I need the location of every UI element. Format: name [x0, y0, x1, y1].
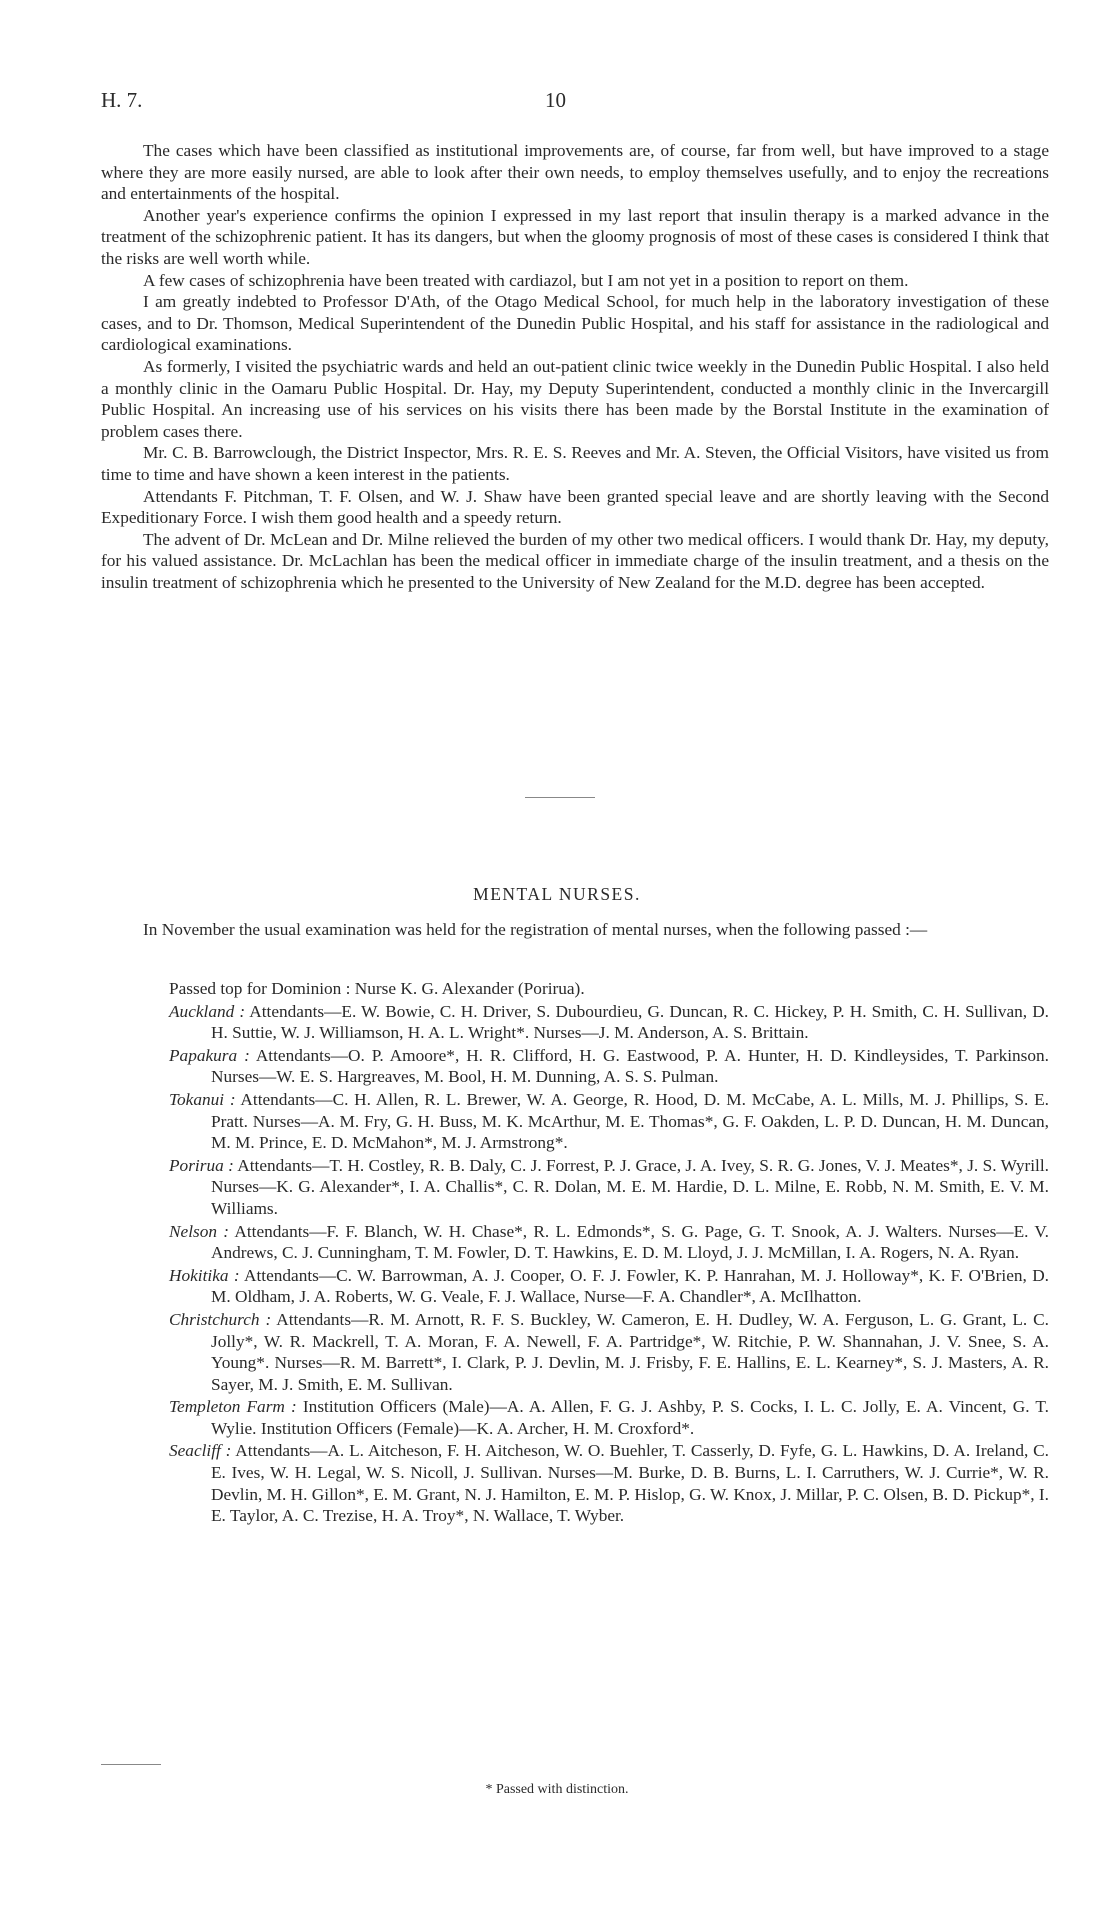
institution-name: Christchurch :	[169, 1309, 272, 1329]
list-item	[101, 978, 1049, 1000]
list-item	[101, 1045, 1049, 1088]
list-item	[101, 1089, 1049, 1154]
institution-name: Nelson :	[169, 1221, 230, 1241]
paragraph: I am greatly indebted to Professor D'Ath, of the Otago Medical School, for much help in the laboratory investigation of these cases, and to Dr. Thomson, Medical Superintendent of the Dunedin Public Hospital, and his staff for assistance in the radiological and cardiological examinations.	[101, 292, 1049, 355]
paragraph: The advent of Dr. McLean and Dr. Milne relieved the burden of my other two medical officers. I would thank Dr. Hay, my deputy, for his valued assistance. Dr. McLachlan has been the medical officer in immediate charge of the insulin treatment, and a thesis on the insulin treatment of schizophrenia which he presented to the University of New Zealand for the M.D. degree has been accepted.	[101, 529, 1049, 592]
list-item	[101, 1396, 1049, 1439]
names-text: Attendants—R. M. Arnott, R. F. S. Buckley, W. Cameron, E. H. Dudley, W. A. Ferguson, L. G. Grant, L. C. Jolly*, W. R. Mackrell, T. A. Moran, F. A. Newell, F. A. Partridge*, W. Ritchie, P. W. Shannahan, J. V. Snee, S. A. Young*. Nurses—R. M. Barrett*, I. Clark, P. J. Devlin, M. J. Frisby, F. E. Hallins, E. L. Kearney*, S. J. Masters, A. R. Sayer, M. J. Smith, E. M. Sullivan.	[211, 1309, 1049, 1394]
list-item	[101, 1155, 1049, 1220]
paragraph: Attendants F. Pitchman, T. F. Olsen, and W. J. Shaw have been granted special leave and are shortly leaving with the Second Expeditionary Force. I wish them good health and a speedy return.	[101, 486, 1049, 528]
intro-text	[101, 140, 1049, 593]
paragraph: Mr. C. B. Barrowclough, the District Inspector, Mrs. R. E. S. Reeves and Mr. A. Steven, the Official Visitors, have visited us from time to time and have shown a keen interest in the patients.	[101, 443, 1049, 484]
footnote: * Passed with distinction.	[485, 1782, 629, 1797]
paragraph: As formerly, I visited the psychiatric wards and held an out-patient clinic twice weekly in the Dunedin Public Hospital. I also held a monthly clinic in the Oamaru Public Hospital. Dr. Hay, my Deputy Superintendent, conducted a monthly clinic in the Invercargill Public Hospital. An increasing use of his services on his visits there has been made by the Borstal Institute in the examination of problem cases there.	[101, 356, 1049, 441]
list-item	[101, 1440, 1049, 1526]
section-divider	[525, 797, 595, 798]
institution-name: Seacliff :	[169, 1441, 232, 1461]
names-text: Attendants—A. L. Aitcheson, F. H. Aitcheson, W. O. Buehler, T. Casserly, D. Fyfe, G. L. Hawkins, D. A. Ireland, C. E. Ives, W. H. Legal, W. S. Nicoll, J. Sullivan. Nurses—M. Burke, D. B. Burns, L. I. Carruthers, W. J. Currie*, W. R. Devlin, M. H. Gillon*, E. M. Grant, N. J. Hamilton, E. M. P. Hislop, G. W. Knox, J. Millar, P. C. Olsen, B. D. Pickup*, I. E. Taylor, A. C. Trezise, H. A. Troy*, N. Wallace, T. Wyber.	[211, 1441, 1049, 1526]
institution-name: Hokitika :	[169, 1265, 240, 1285]
footnote-rule	[101, 1764, 161, 1765]
section-title: MENTAL NURSES.	[473, 884, 641, 904]
names-text: Attendants—F. F. Blanch, W. H. Chase*, R. L. Edmonds*, S. G. Page, G. T. Snook, A. J. Walters. Nurses—E. V. Andrews, C. J. Cunningham, T. M. Fowler, D. T. Hawkins, E. D. M. Lloyd, J. J. McMillan, I. A. Rogers, N. A. Ryan.	[211, 1221, 1049, 1263]
names-text: Attendants—O. P. Amoore*, H. R. Clifford, H. G. Eastwood, P. A. Hunter, H. D. Kindleysides, T. Parkinson. Nurses—W. E. S. Hargreaves, M. Bool, H. M. Dunning, A. S. S. Pulman.	[211, 1045, 1049, 1087]
list-item	[101, 1309, 1049, 1395]
names-text: Attendants—T. H. Costley, R. B. Daly, C. J. Forrest, P. J. Grace, J. A. Ivey, S. R. G. Jones, V. J. Meates*, J. S. Wyrill. Nurses—K. G. Alexander*, I. A. Challis*, C. R. Dolan, M. E. M. Hardie, D. L. Milne, E. Robb, N. M. Smith, E. V. M. Williams.	[211, 1155, 1049, 1218]
names-text: Institution Officers (Male)—A. A. Allen, F. G. J. Ashby, P. S. Cocks, I. L. C. Jolly, E. A. Vincent, G. T. Wylie. Institution Officers (Female)—K. A. Archer, H. M. Croxford*.	[211, 1397, 1049, 1438]
institution-name: Porirua :	[169, 1155, 234, 1175]
list-item	[101, 1001, 1049, 1044]
list-item	[101, 1221, 1049, 1264]
exam-intro: In November the usual examination was held for the registration of mental nurses, when the following passed :—	[143, 920, 928, 939]
institution-name: Auckland :	[169, 1001, 246, 1021]
paragraph: The cases which have been classified as institutional improvements are, of course, far from well, but have improved to a stage where they are more easily nursed, are able to look after their own needs, to employ themselves usefully, and to enjoy the recreations and entertainments of the hospital.	[101, 141, 1049, 204]
report-code: H. 7.	[101, 88, 143, 112]
names-text: Attendants—C. W. Barrowman, A. J. Cooper, O. F. J. Fowler, K. P. Hanrahan, M. J. Holloway*, K. F. O'Brien, D. M. Oldham, J. A. Roberts, W. G. Veale, F. J. Wallace, Nurse—F. A. Chandler*, A. McIlhatton.	[211, 1265, 1049, 1307]
page-number: 10	[545, 88, 566, 112]
paragraph: Another year's experience confirms the opinion I expressed in my last report that insulin therapy is a marked advance in the treatment of the schizophrenic patient. It has its dangers, but when the gloomy prognosis of most of these cases is considered I think that the risks are well worth while.	[101, 205, 1049, 268]
names-text: Attendants—C. H. Allen, R. L. Brewer, W. A. George, R. Hood, D. M. McCabe, A. L. Mills, M. J. Phillips, S. E. Pratt. Nurses—A. M. Fry, G. H. Buss, M. K. McArthur, M. E. Thomas*, G. F. Oakden, L. P. D. Duncan, H. M. Duncan, M. M. Prince, E. D. McMahon*, M. J. Armstrong*.	[211, 1089, 1049, 1153]
names-text: Attendants—E. W. Bowie, C. H. Driver, S. Dubourdieu, G. Duncan, R. C. Hickey, P. H. Smith, C. H. Sullivan, D. H. Suttie, W. J. Williamson, H. A. L. Wright*. Nurses—J. M. Anderson, A. S. Brittain.	[211, 1001, 1049, 1043]
list-item	[101, 1265, 1049, 1308]
passed-nurses-list	[101, 978, 1049, 1528]
institution-name: Papakura :	[169, 1045, 250, 1065]
institution-name: Tokanui :	[169, 1089, 236, 1109]
institution-name: Templeton Farm :	[169, 1397, 297, 1417]
names-text: Passed top for Dominion : Nurse K. G. Alexander (Porirua).	[169, 979, 585, 998]
paragraph: A few cases of schizophrenia have been treated with cardiazol, but I am not yet in a position to report on them.	[143, 270, 909, 290]
exam-intro-block	[101, 919, 1049, 941]
